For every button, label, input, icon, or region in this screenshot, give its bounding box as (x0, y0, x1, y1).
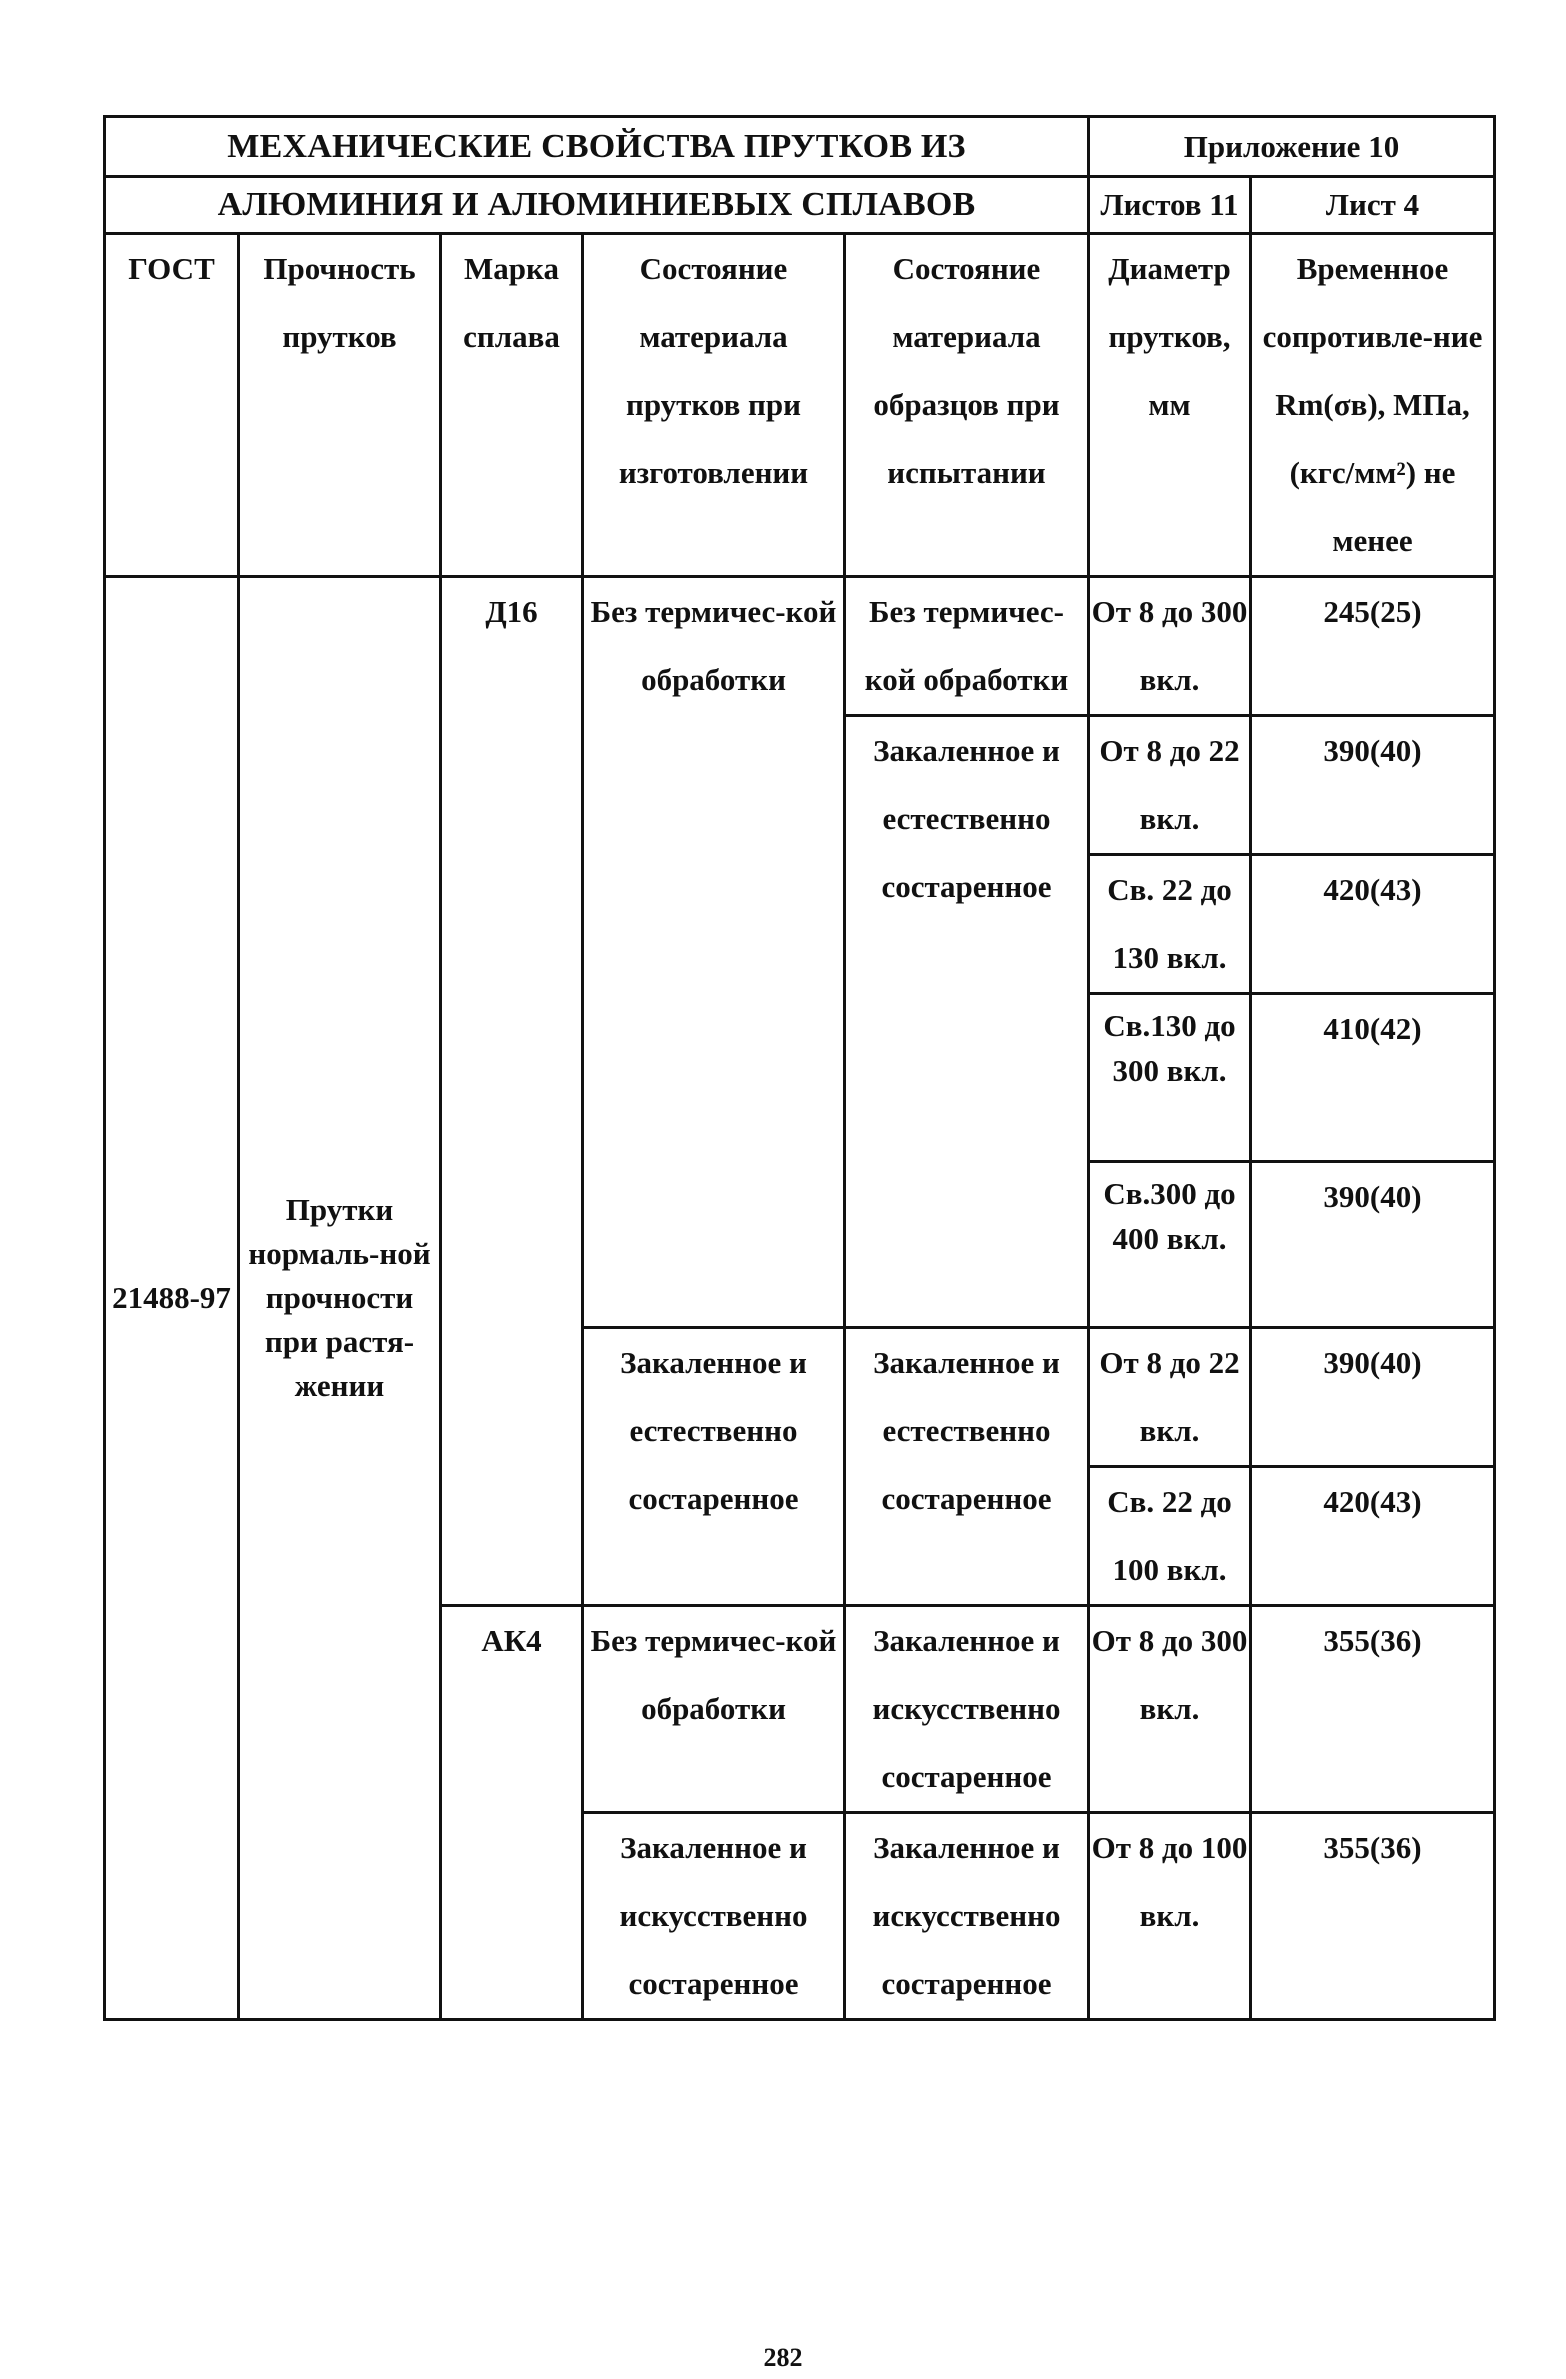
value-cell: 390(40) (1251, 1162, 1495, 1328)
title-line-1: МЕХАНИЧЕСКИЕ СВОЙСТВА ПРУТКОВ ИЗ (105, 117, 1089, 177)
strength-category: Прутки нормаль-ной прочности при растя-жении (239, 577, 441, 2020)
diameter-cell: От 8 до 22 вкл. (1089, 1328, 1251, 1467)
value-cell: 355(36) (1251, 1606, 1495, 1813)
value-cell: 390(40) (1251, 716, 1495, 855)
title-line-2: АЛЮМИНИЯ И АЛЮМИНИЕВЫХ СПЛАВОВ (105, 177, 1089, 234)
value-cell: 245(25) (1251, 577, 1495, 716)
header-state-test: Состояние материала образцов при испытании (845, 234, 1089, 577)
header-diameter: Диаметр прутков, мм (1089, 234, 1251, 577)
header-gost: ГОСТ (105, 234, 239, 577)
state-test-no-heat: Без термичес-кой обработки (845, 577, 1089, 716)
header-tensile-strength: Временное сопротивле-ние Rm(σв), МПа, (кгс/мм²) не менее (1251, 234, 1495, 577)
diameter-cell: От 8 до 22 вкл. (1089, 716, 1251, 855)
page-number: 282 (763, 2343, 803, 2372)
header-grade: Марка сплава (441, 234, 583, 577)
value-cell: 420(43) (1251, 855, 1495, 994)
gost-number: 21488-97 (105, 577, 239, 2020)
state-test-artificial-aged: Закаленное и искусственно состаренное (845, 1606, 1089, 1813)
state-manufacture-no-heat: Без термичес-кой обработки (583, 577, 845, 1328)
sheet-number: Лист 4 (1251, 177, 1495, 234)
diameter-cell: От 8 до 100 вкл. (1089, 1813, 1251, 2020)
diameter-cell: Св.130 до 300 вкл. (1089, 994, 1251, 1162)
diameter-cell: Св.300 до 400 вкл. (1089, 1162, 1251, 1328)
sheets-total: Листов 11 (1089, 177, 1251, 234)
value-cell: 390(40) (1251, 1328, 1495, 1467)
state-manufacture-no-heat: Без термичес-кой обработки (583, 1606, 845, 1813)
document-sheet (103, 115, 1493, 2001)
appendix-label: Приложение 10 (1089, 117, 1495, 177)
diameter-cell: Св. 22 до 130 вкл. (1089, 855, 1251, 994)
header-strength: Прочность прутков (239, 234, 441, 577)
value-cell: 410(42) (1251, 994, 1495, 1162)
state-test-natural-aged: Закаленное и естественно состаренное (845, 716, 1089, 1328)
state-test-natural-aged: Закаленное и естественно состаренное (845, 1328, 1089, 1606)
diameter-cell: От 8 до 300 вкл. (1089, 577, 1251, 716)
state-test-artificial-aged: Закаленное и искусственно состаренное (845, 1813, 1089, 2020)
diameter-cell: Св. 22 до 100 вкл. (1089, 1467, 1251, 1606)
properties-table (103, 115, 1496, 2021)
value-cell: 355(36) (1251, 1813, 1495, 2020)
value-cell: 420(43) (1251, 1467, 1495, 1606)
grade-d16: Д16 (441, 577, 583, 1606)
state-manufacture-natural-aged: Закаленное и естественно состаренное (583, 1328, 845, 1606)
diameter-cell: От 8 до 300 вкл. (1089, 1606, 1251, 1813)
grade-ak4: АК4 (441, 1606, 583, 2020)
header-state-manufacture: Состояние материала прутков при изготовлении (583, 234, 845, 577)
state-manufacture-artificial-aged: Закаленное и искусственно состаренное (583, 1813, 845, 2020)
